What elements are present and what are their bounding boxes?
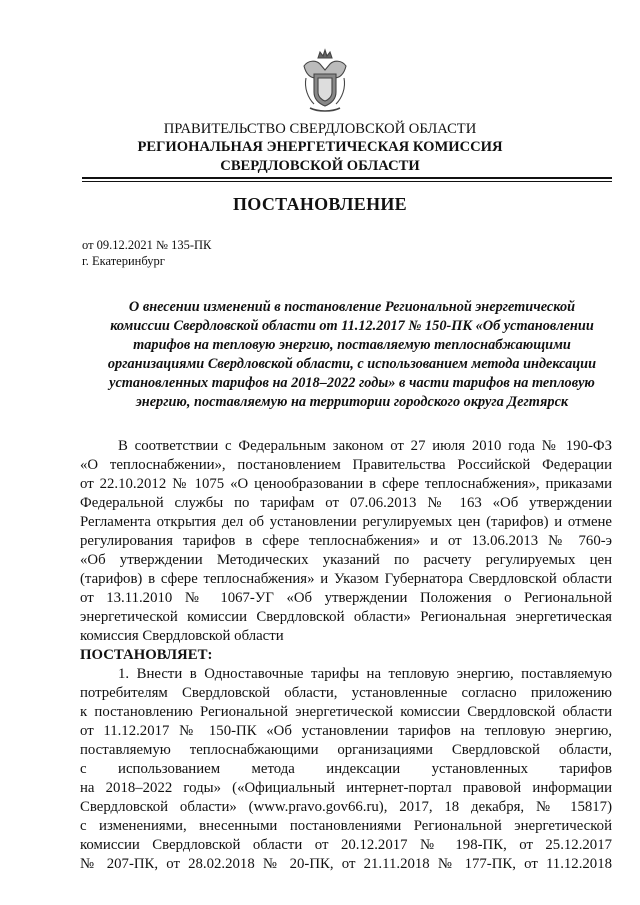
body-line: Федеральной службы по тарифам от 07.06.2013 № 163 «Об утверждении xyxy=(80,495,612,511)
body-line: от 13.11.2010 № 1067-УГ «Об утверждении Положения о Региональной xyxy=(80,590,612,606)
subject-line: энергию, поставляемую на территории городского округа Дегтярск xyxy=(135,394,569,410)
resolution-keyword: ПОСТАНОВЛЯЕТ: xyxy=(80,647,213,663)
subject-line: установленных тарифов на 2018–2022 годы» в части тарифов на тепловую xyxy=(109,375,595,391)
body-line: поставляемую теплоснабжающими организациями Свердловской области, xyxy=(80,742,612,758)
header-divider-thick xyxy=(82,177,612,179)
body-line: регулирования тарифов в сфере теплоснабжения» и от 13.06.2013 № 760-э xyxy=(80,533,612,549)
government-name: ПРАВИТЕЛЬСТВО СВЕРДЛОВСКОЙ ОБЛАСТИ xyxy=(163,121,477,137)
body-line: от 22.10.2012 № 1075 «О ценообразовании в сфере теплоснабжения», приказами xyxy=(80,476,612,492)
header-divider-thin xyxy=(82,181,612,182)
commission-name-line-1: РЕГИОНАЛЬНАЯ ЭНЕРГЕТИЧЕСКАЯ КОМИССИЯ xyxy=(137,139,503,155)
subject-line: организациями Свердловской области, с использованием метода индексации xyxy=(107,356,597,372)
body-line: Свердловской области» (www.pravo.gov66.ru), 2017, 18 декабря, № 15817) xyxy=(80,799,612,815)
body-line: на 2018–2022 годы» («Официальный интернет-портал правовой информации xyxy=(80,780,612,796)
body-line: Регламента открытия дел об установлении регулируемых цен (тарифов) и отмене xyxy=(80,514,612,530)
body-line: № 207-ПК, от 28.02.2018 № 20-ПК, от 21.11.2018 № 177-ПК, от 11.12.2018 xyxy=(80,856,612,872)
subject-line: комиссии Свердловской области от 11.12.2017 № 150-ПК «Об установлении xyxy=(110,318,594,334)
body-line: с использованием метода индексации установленных тарифов xyxy=(80,761,612,777)
coat-of-arms-icon xyxy=(298,48,352,114)
body-line: «О теплоснабжении», постановлением Правительства Российской Федерации xyxy=(80,457,612,473)
body-line: комиссия Свердловской области xyxy=(80,628,284,644)
subject-line: О внесении изменений в постановление Региональной энергетической xyxy=(128,299,576,315)
body-line: «Об утверждении Методических указаний по расчету регулируемых цен xyxy=(80,552,612,568)
body-line: В соответствии с Федеральным законом от 27 июля 2010 года № 190-ФЗ xyxy=(118,438,612,454)
document-type-title: ПОСТАНОВЛЕНИЕ xyxy=(233,194,407,214)
document-body xyxy=(80,437,612,874)
document-subject xyxy=(82,298,622,412)
document-city: г. Екатеринбург xyxy=(82,254,165,268)
subject-line: тарифов на тепловую энергию, поставляемую теплоснабжающими xyxy=(133,337,571,353)
body-line: с изменениями, внесенными постановлениями Региональной энергетической xyxy=(80,818,612,834)
body-line: потребителям Свердловской области, установленные согласно приложению xyxy=(80,685,612,701)
body-line: от 11.12.2017 № 150-ПК «Об установлении тарифов на тепловую энергию, xyxy=(80,723,612,739)
document-date-number: от 09.12.2021 № 135-ПК xyxy=(82,238,212,252)
body-line: 1. Внести в Одноставочные тарифы на тепловую энергию, поставляемую xyxy=(118,666,612,682)
body-line: энергетической комиссии Свердловской области» Региональная энергетическая xyxy=(80,609,612,625)
body-line: к постановлению Региональной энергетической комиссии Свердловской области xyxy=(80,704,612,720)
body-line: (тарифов) в сфере теплоснабжения» и Указом Губернатора Свердловской области xyxy=(80,571,612,587)
commission-name-line-2: СВЕРДЛОВСКОЙ ОБЛАСТИ xyxy=(220,158,420,174)
body-line: комиссии Свердловской области от 20.12.2017 № 198-ПК, от 25.12.2017 xyxy=(80,837,612,853)
